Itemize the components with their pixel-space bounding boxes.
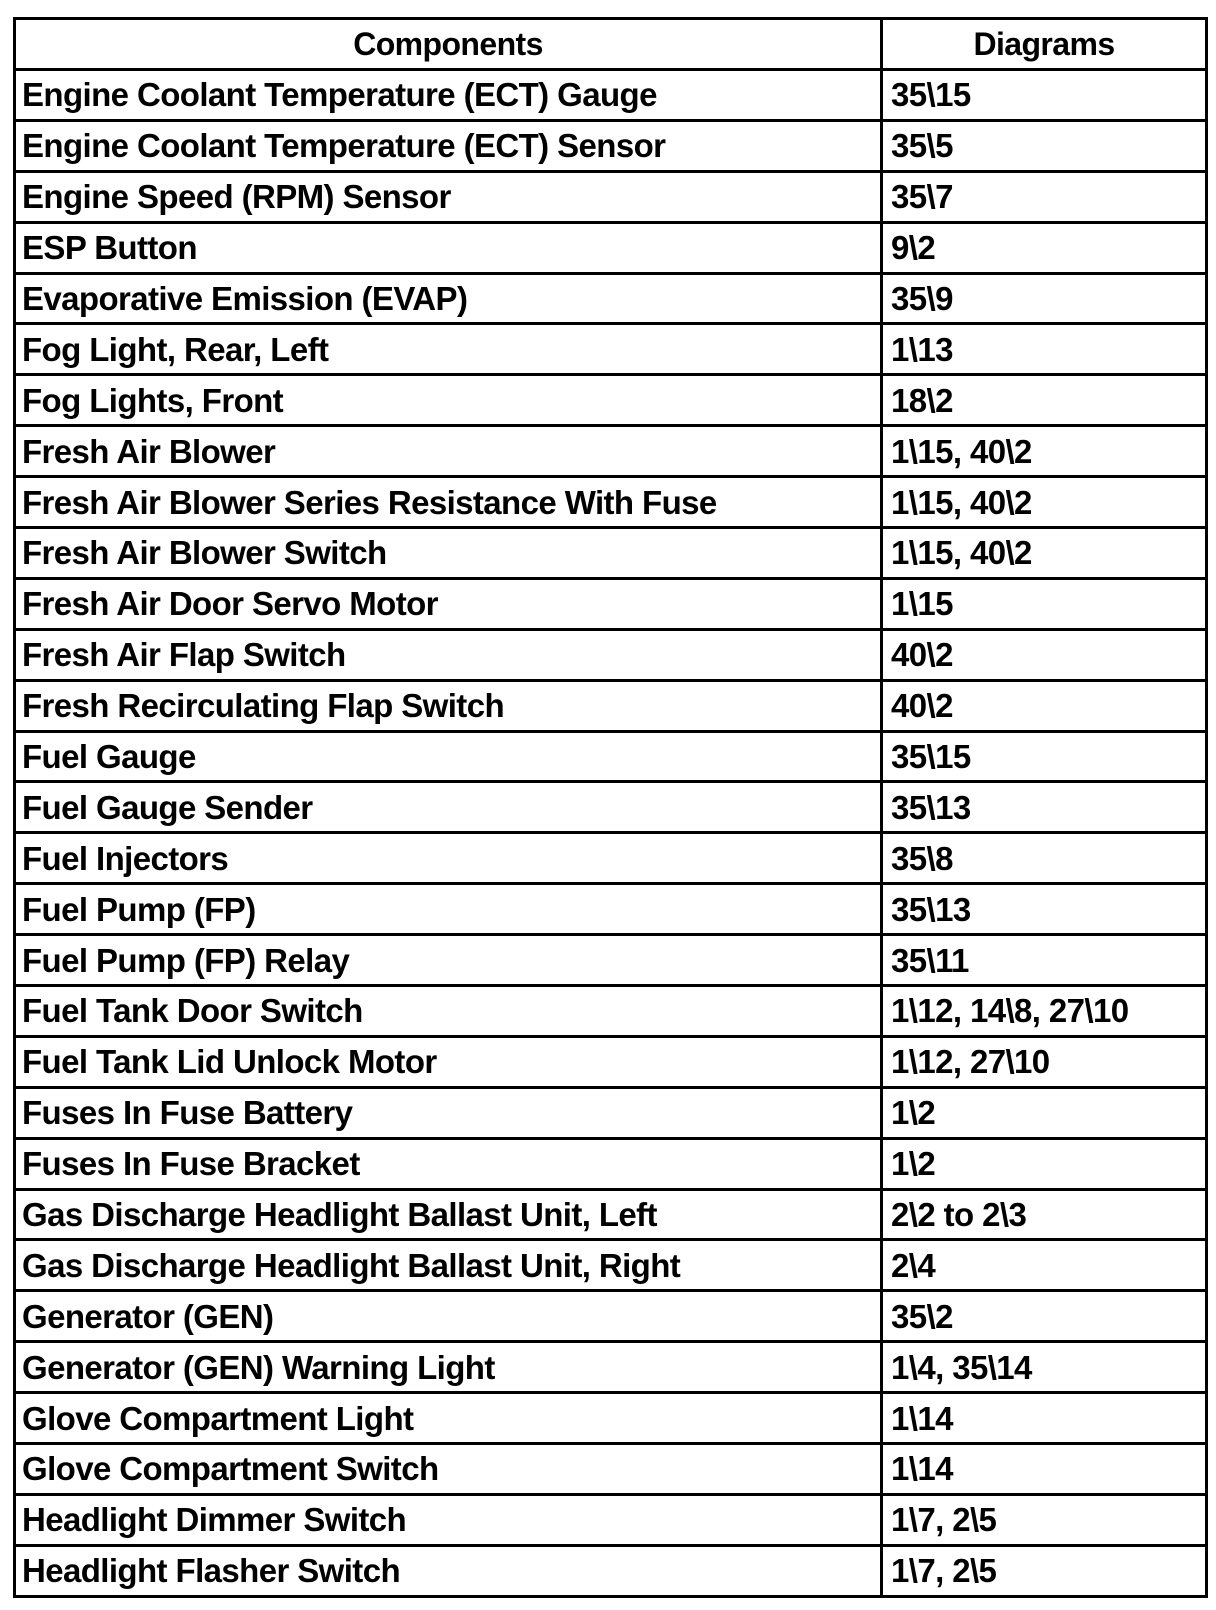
diagram-reference-cell: 1\12, 14\8, 27\10 bbox=[882, 986, 1207, 1037]
table-row bbox=[15, 833, 1207, 884]
table-row bbox=[15, 986, 1207, 1037]
component-name-cell: Fresh Air Flap Switch bbox=[15, 629, 882, 680]
component-name-cell: Headlight Flasher Switch bbox=[15, 1545, 882, 1596]
header-row bbox=[15, 19, 1207, 70]
component-name-cell: Fuel Tank Lid Unlock Motor bbox=[15, 1036, 882, 1087]
column-header-diagrams: Diagrams bbox=[882, 19, 1207, 70]
diagram-reference-cell: 1\15, 40\2 bbox=[882, 528, 1207, 579]
table-row bbox=[15, 324, 1207, 375]
table-row bbox=[15, 680, 1207, 731]
table-row bbox=[15, 273, 1207, 324]
table-row bbox=[15, 629, 1207, 680]
components-diagrams-table bbox=[13, 17, 1208, 1598]
table-row bbox=[15, 171, 1207, 222]
table-row bbox=[15, 1291, 1207, 1342]
diagram-reference-cell: 1\2 bbox=[882, 1138, 1207, 1189]
table-row bbox=[15, 1036, 1207, 1087]
component-name-cell: Fresh Air Blower Series Resistance With Fuse bbox=[15, 477, 882, 528]
table-row bbox=[15, 477, 1207, 528]
diagram-reference-cell: 35\5 bbox=[882, 120, 1207, 171]
component-name-cell: Gas Discharge Headlight Ballast Unit, Right bbox=[15, 1240, 882, 1291]
component-name-cell: Engine Coolant Temperature (ECT) Gauge bbox=[15, 70, 882, 121]
components-table-container bbox=[13, 17, 1205, 1598]
table-row bbox=[15, 884, 1207, 935]
table-row bbox=[15, 1189, 1207, 1240]
table-row bbox=[15, 528, 1207, 579]
component-name-cell: Fuel Gauge Sender bbox=[15, 782, 882, 833]
diagram-reference-cell: 1\15, 40\2 bbox=[882, 477, 1207, 528]
component-name-cell: Fog Light, Rear, Left bbox=[15, 324, 882, 375]
table-header bbox=[15, 19, 1207, 70]
component-name-cell: Fuses In Fuse Battery bbox=[15, 1087, 882, 1138]
component-name-cell: Fresh Recirculating Flap Switch bbox=[15, 680, 882, 731]
diagram-reference-cell: 35\13 bbox=[882, 782, 1207, 833]
diagram-reference-cell: 35\2 bbox=[882, 1291, 1207, 1342]
table-row bbox=[15, 1240, 1207, 1291]
component-name-cell: Fuses In Fuse Bracket bbox=[15, 1138, 882, 1189]
diagram-reference-cell: 18\2 bbox=[882, 375, 1207, 426]
table-row bbox=[15, 375, 1207, 426]
diagram-reference-cell: 1\7, 2\5 bbox=[882, 1494, 1207, 1545]
component-name-cell: Evaporative Emission (EVAP) bbox=[15, 273, 882, 324]
diagram-reference-cell: 35\15 bbox=[882, 70, 1207, 121]
diagram-reference-cell: 2\4 bbox=[882, 1240, 1207, 1291]
diagram-reference-cell: 1\2 bbox=[882, 1087, 1207, 1138]
diagram-reference-cell: 40\2 bbox=[882, 680, 1207, 731]
component-name-cell: Fresh Air Blower bbox=[15, 426, 882, 477]
column-header-components: Components bbox=[15, 19, 882, 70]
component-name-cell: Fuel Injectors bbox=[15, 833, 882, 884]
table-row bbox=[15, 578, 1207, 629]
component-name-cell: Glove Compartment Switch bbox=[15, 1444, 882, 1495]
table-row bbox=[15, 70, 1207, 121]
table-row bbox=[15, 1545, 1207, 1596]
diagram-reference-cell: 35\7 bbox=[882, 171, 1207, 222]
component-name-cell: Fresh Air Door Servo Motor bbox=[15, 578, 882, 629]
diagram-reference-cell: 1\13 bbox=[882, 324, 1207, 375]
component-name-cell: Generator (GEN) bbox=[15, 1291, 882, 1342]
component-name-cell: Engine Coolant Temperature (ECT) Sensor bbox=[15, 120, 882, 171]
table-row bbox=[15, 1494, 1207, 1545]
component-name-cell: Gas Discharge Headlight Ballast Unit, Left bbox=[15, 1189, 882, 1240]
table-row bbox=[15, 782, 1207, 833]
component-name-cell: Fog Lights, Front bbox=[15, 375, 882, 426]
component-name-cell: Fuel Pump (FP) bbox=[15, 884, 882, 935]
diagram-reference-cell: 1\14 bbox=[882, 1444, 1207, 1495]
diagram-reference-cell: 9\2 bbox=[882, 222, 1207, 273]
table-row bbox=[15, 1087, 1207, 1138]
diagram-reference-cell: 1\4, 35\14 bbox=[882, 1342, 1207, 1393]
component-name-cell: Fuel Pump (FP) Relay bbox=[15, 935, 882, 986]
component-name-cell: Fresh Air Blower Switch bbox=[15, 528, 882, 579]
table-row bbox=[15, 1444, 1207, 1495]
component-name-cell: Generator (GEN) Warning Light bbox=[15, 1342, 882, 1393]
diagram-reference-cell: 35\11 bbox=[882, 935, 1207, 986]
diagram-reference-cell: 1\7, 2\5 bbox=[882, 1545, 1207, 1596]
table-row bbox=[15, 1342, 1207, 1393]
diagram-reference-cell: 1\14 bbox=[882, 1393, 1207, 1444]
component-name-cell: Fuel Tank Door Switch bbox=[15, 986, 882, 1037]
diagram-reference-cell: 35\9 bbox=[882, 273, 1207, 324]
table-row bbox=[15, 935, 1207, 986]
diagram-reference-cell: 1\15 bbox=[882, 578, 1207, 629]
table-row bbox=[15, 120, 1207, 171]
diagram-reference-cell: 1\12, 27\10 bbox=[882, 1036, 1207, 1087]
component-name-cell: Engine Speed (RPM) Sensor bbox=[15, 171, 882, 222]
component-name-cell: Fuel Gauge bbox=[15, 731, 882, 782]
diagram-reference-cell: 2\2 to 2\3 bbox=[882, 1189, 1207, 1240]
diagram-reference-cell: 1\15, 40\2 bbox=[882, 426, 1207, 477]
table-row bbox=[15, 731, 1207, 782]
diagram-reference-cell: 35\13 bbox=[882, 884, 1207, 935]
component-name-cell: Glove Compartment Light bbox=[15, 1393, 882, 1444]
component-name-cell: Headlight Dimmer Switch bbox=[15, 1494, 882, 1545]
diagram-reference-cell: 35\8 bbox=[882, 833, 1207, 884]
diagram-reference-cell: 40\2 bbox=[882, 629, 1207, 680]
table-body bbox=[15, 70, 1207, 1597]
table-row bbox=[15, 1138, 1207, 1189]
diagram-reference-cell: 35\15 bbox=[882, 731, 1207, 782]
table-row bbox=[15, 1393, 1207, 1444]
table-row bbox=[15, 426, 1207, 477]
component-name-cell: ESP Button bbox=[15, 222, 882, 273]
table-row bbox=[15, 222, 1207, 273]
